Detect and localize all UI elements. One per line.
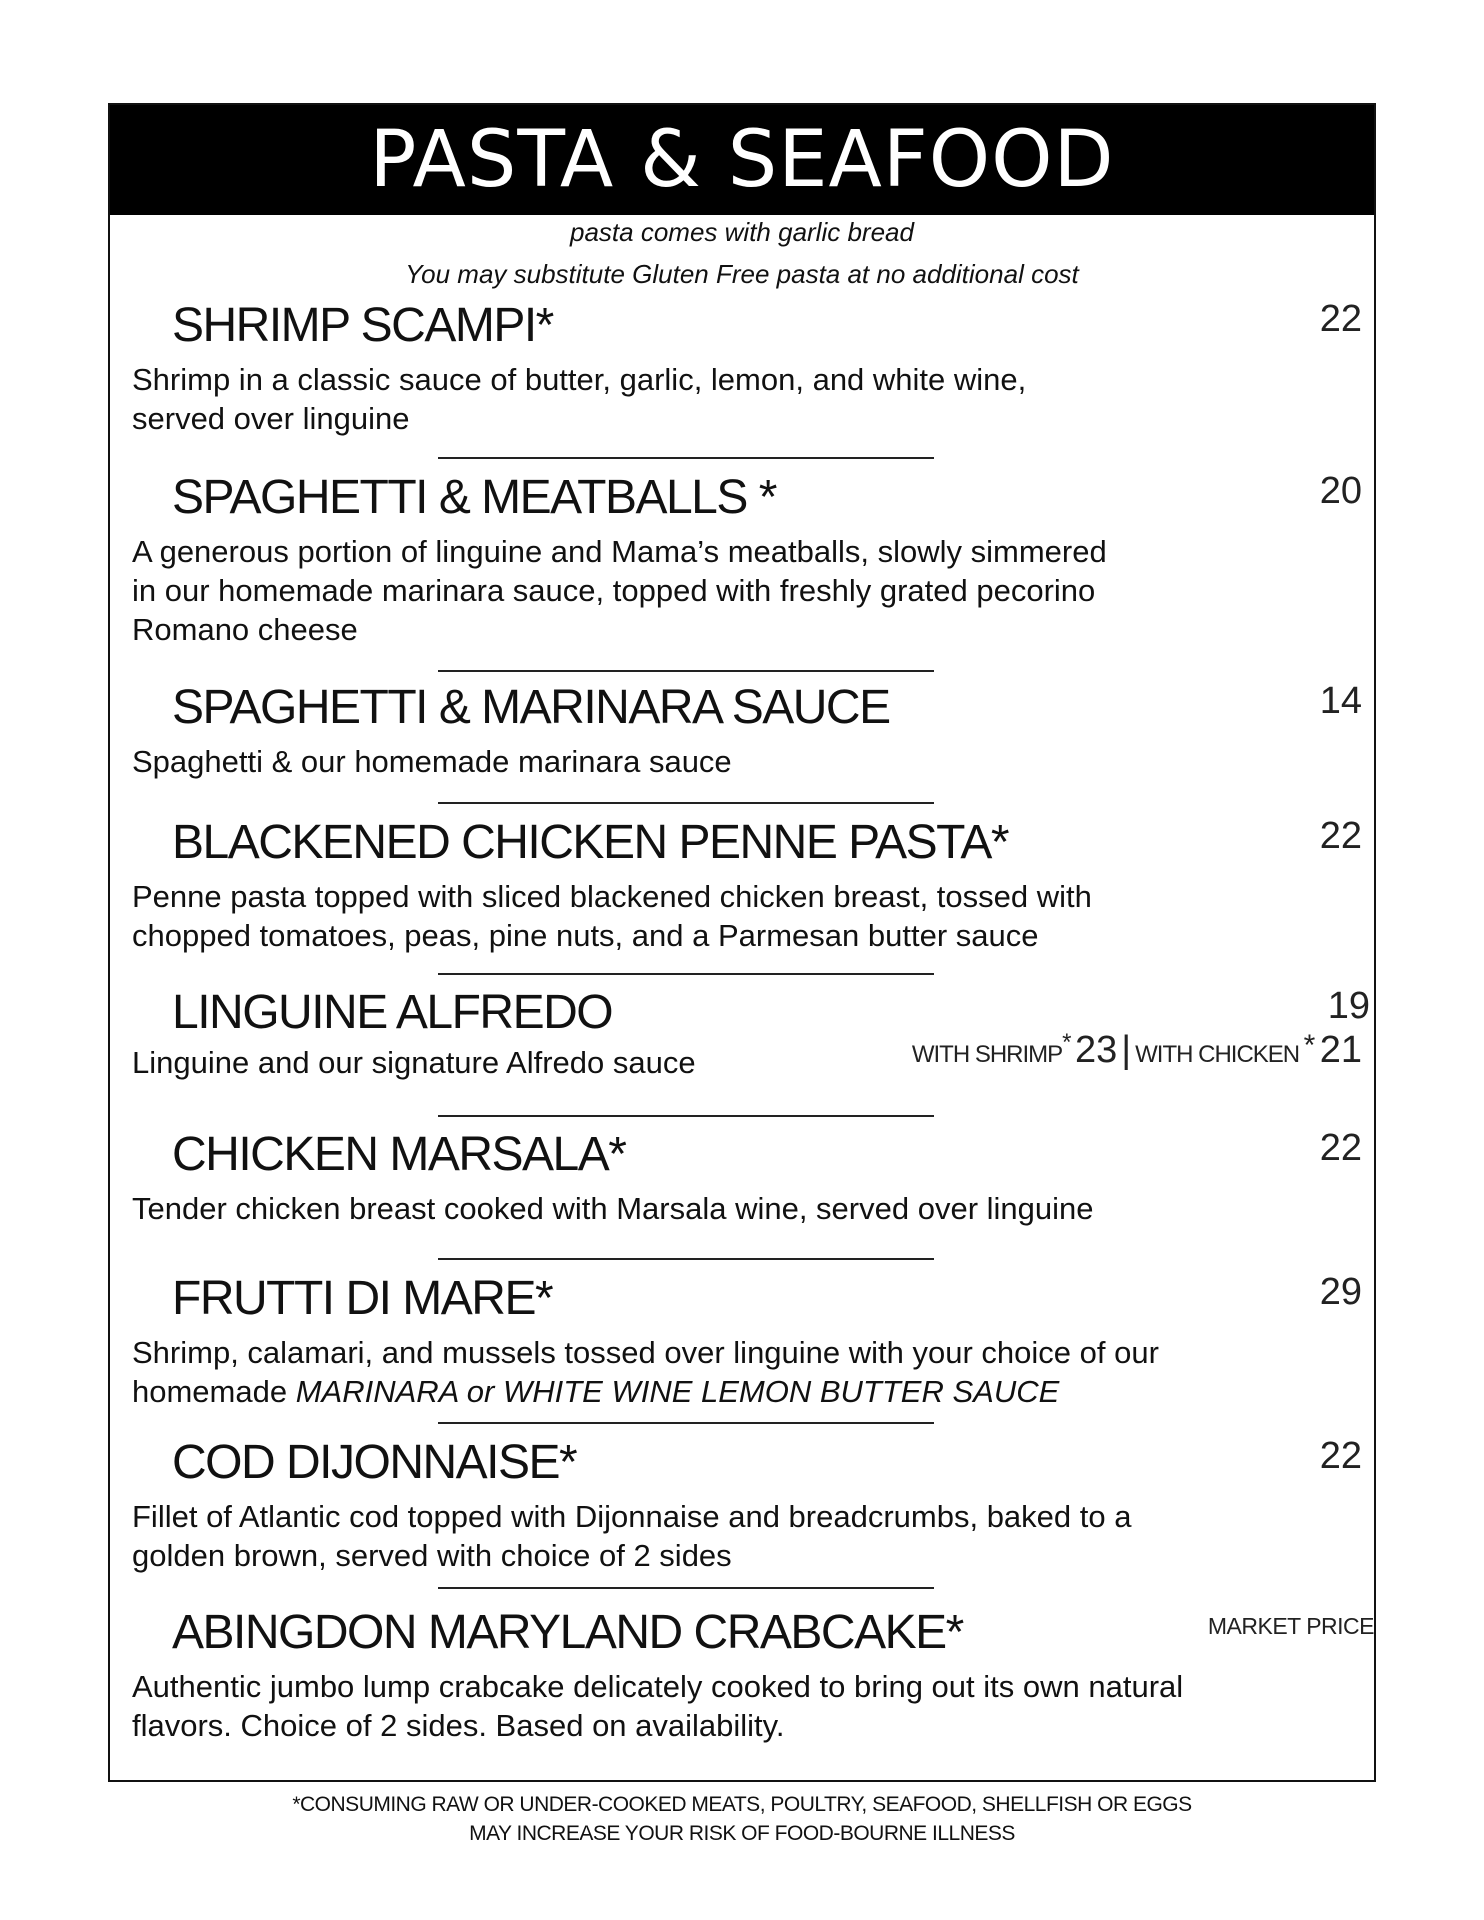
description-line: Linguine and our signature Alfredo sauce [132, 1045, 696, 1080]
item-divider [438, 1258, 934, 1260]
addon-separator: | [1121, 1029, 1132, 1071]
item-description [132, 532, 1292, 649]
addon-chicken-label: WITH CHICKEN [1135, 1041, 1300, 1068]
item-description [132, 742, 1292, 781]
item-description [132, 1333, 1292, 1411]
description-line: chopped tomatoes, peas, pine nuts, and a Parmesan butter sauce [132, 918, 1039, 953]
subtitle-gluten-free: You may substitute Gluten Free pasta at no additional cost [405, 259, 1079, 289]
item-price: 20 [1319, 470, 1362, 512]
description-line: Spaghetti & our homemade marinara sauce [132, 744, 732, 779]
addon-chicken-asterisk: * [1303, 1029, 1316, 1062]
title-banner [110, 105, 1374, 215]
item-name: SPAGHETTI & MEATBALLS * [172, 471, 776, 524]
item-name: COD DIJONNAISE* [172, 1436, 577, 1489]
item-divider [438, 457, 934, 459]
item-price: 29 [1319, 1271, 1362, 1313]
item-divider [438, 670, 934, 672]
description-line: golden brown, served with choice of 2 sides [132, 1538, 732, 1573]
addon-shrimp-asterisk: * [1062, 1029, 1071, 1056]
item-name: SHRIMP SCAMPI* [172, 299, 553, 352]
item-name: LINGUINE ALFREDO [172, 986, 613, 1039]
item-name: ABINGDON MARYLAND CRABCAKE* [172, 1606, 963, 1659]
item-divider [438, 1587, 934, 1589]
item-description [132, 360, 1292, 438]
item-divider [438, 1422, 934, 1424]
page-title: PASTA & SEAFOOD [369, 115, 1115, 205]
item-name: SPAGHETTI & MARINARA SAUCE [172, 681, 890, 734]
description-line: served over linguine [132, 401, 410, 436]
item-price: 22 [1319, 1435, 1362, 1477]
item-description [132, 1497, 1292, 1575]
footer-disclaimer-line1: *CONSUMING RAW OR UNDER-COOKED MEATS, POULTRY, SEAFOOD, SHELLFISH OR EGGS [292, 1793, 1192, 1816]
description-line-prefix: homemade [132, 1374, 296, 1409]
subtitle-garlic-bread: pasta comes with garlic bread [570, 217, 914, 247]
description-line: Romano cheese [132, 612, 358, 647]
item-name: FRUTTI DI MARE* [172, 1272, 553, 1325]
item-price: 22 [1319, 815, 1362, 857]
item-description [132, 1667, 1352, 1745]
footer-disclaimer-line2: MAY INCREASE YOUR RISK OF FOOD-BOURNE ILLNESS [469, 1822, 1015, 1845]
description-line: Shrimp in a classic sauce of butter, garlic, lemon, and white wine, [132, 362, 1027, 397]
menu-frame [108, 103, 1376, 1782]
sauce-options: MARINARA or WHITE WINE LEMON BUTTER SAUCE [295, 1374, 1060, 1409]
item-divider [438, 973, 934, 975]
description-line: A generous portion of linguine and Mama’s meatballs, slowly simmered [132, 534, 1107, 569]
description-line: Fillet of Atlantic cod topped with Dijonnaise and breadcrumbs, baked to a [132, 1499, 1132, 1534]
description-line: Tender chicken breast cooked with Marsala wine, served over linguine [132, 1191, 1094, 1226]
description-line: Shrimp, calamari, and mussels tossed over linguine with your choice of our [132, 1335, 1159, 1370]
item-divider [438, 1115, 934, 1117]
description-line: flavors. Choice of 2 sides. Based on availability. [132, 1708, 785, 1743]
addon-chicken-price: 21 [1319, 1029, 1362, 1071]
description-line: Penne pasta topped with sliced blackened chicken breast, tossed with [132, 879, 1092, 914]
item-name: CHICKEN MARSALA* [172, 1128, 626, 1181]
item-description [132, 877, 1292, 955]
addon-shrimp-price: 23 [1074, 1029, 1118, 1071]
item-description [132, 1043, 1292, 1082]
description-line: in our homemade marinara sauce, topped with freshly grated pecorino [132, 573, 1096, 608]
item-divider [438, 802, 934, 804]
item-price: MARKET PRICE [1207, 1613, 1374, 1639]
item-price: 22 [1319, 298, 1362, 340]
description-line: Authentic jumbo lump crabcake delicately cooked to bring out its own natural [132, 1669, 1184, 1704]
item-name: BLACKENED CHICKEN PENNE PASTA* [172, 816, 1009, 869]
addon-shrimp-label: WITH SHRIMP [911, 1041, 1063, 1068]
item-price: 14 [1319, 680, 1362, 722]
item-price: 19 [1327, 985, 1370, 1027]
item-price: 22 [1319, 1127, 1362, 1169]
item-description [132, 1189, 1292, 1228]
